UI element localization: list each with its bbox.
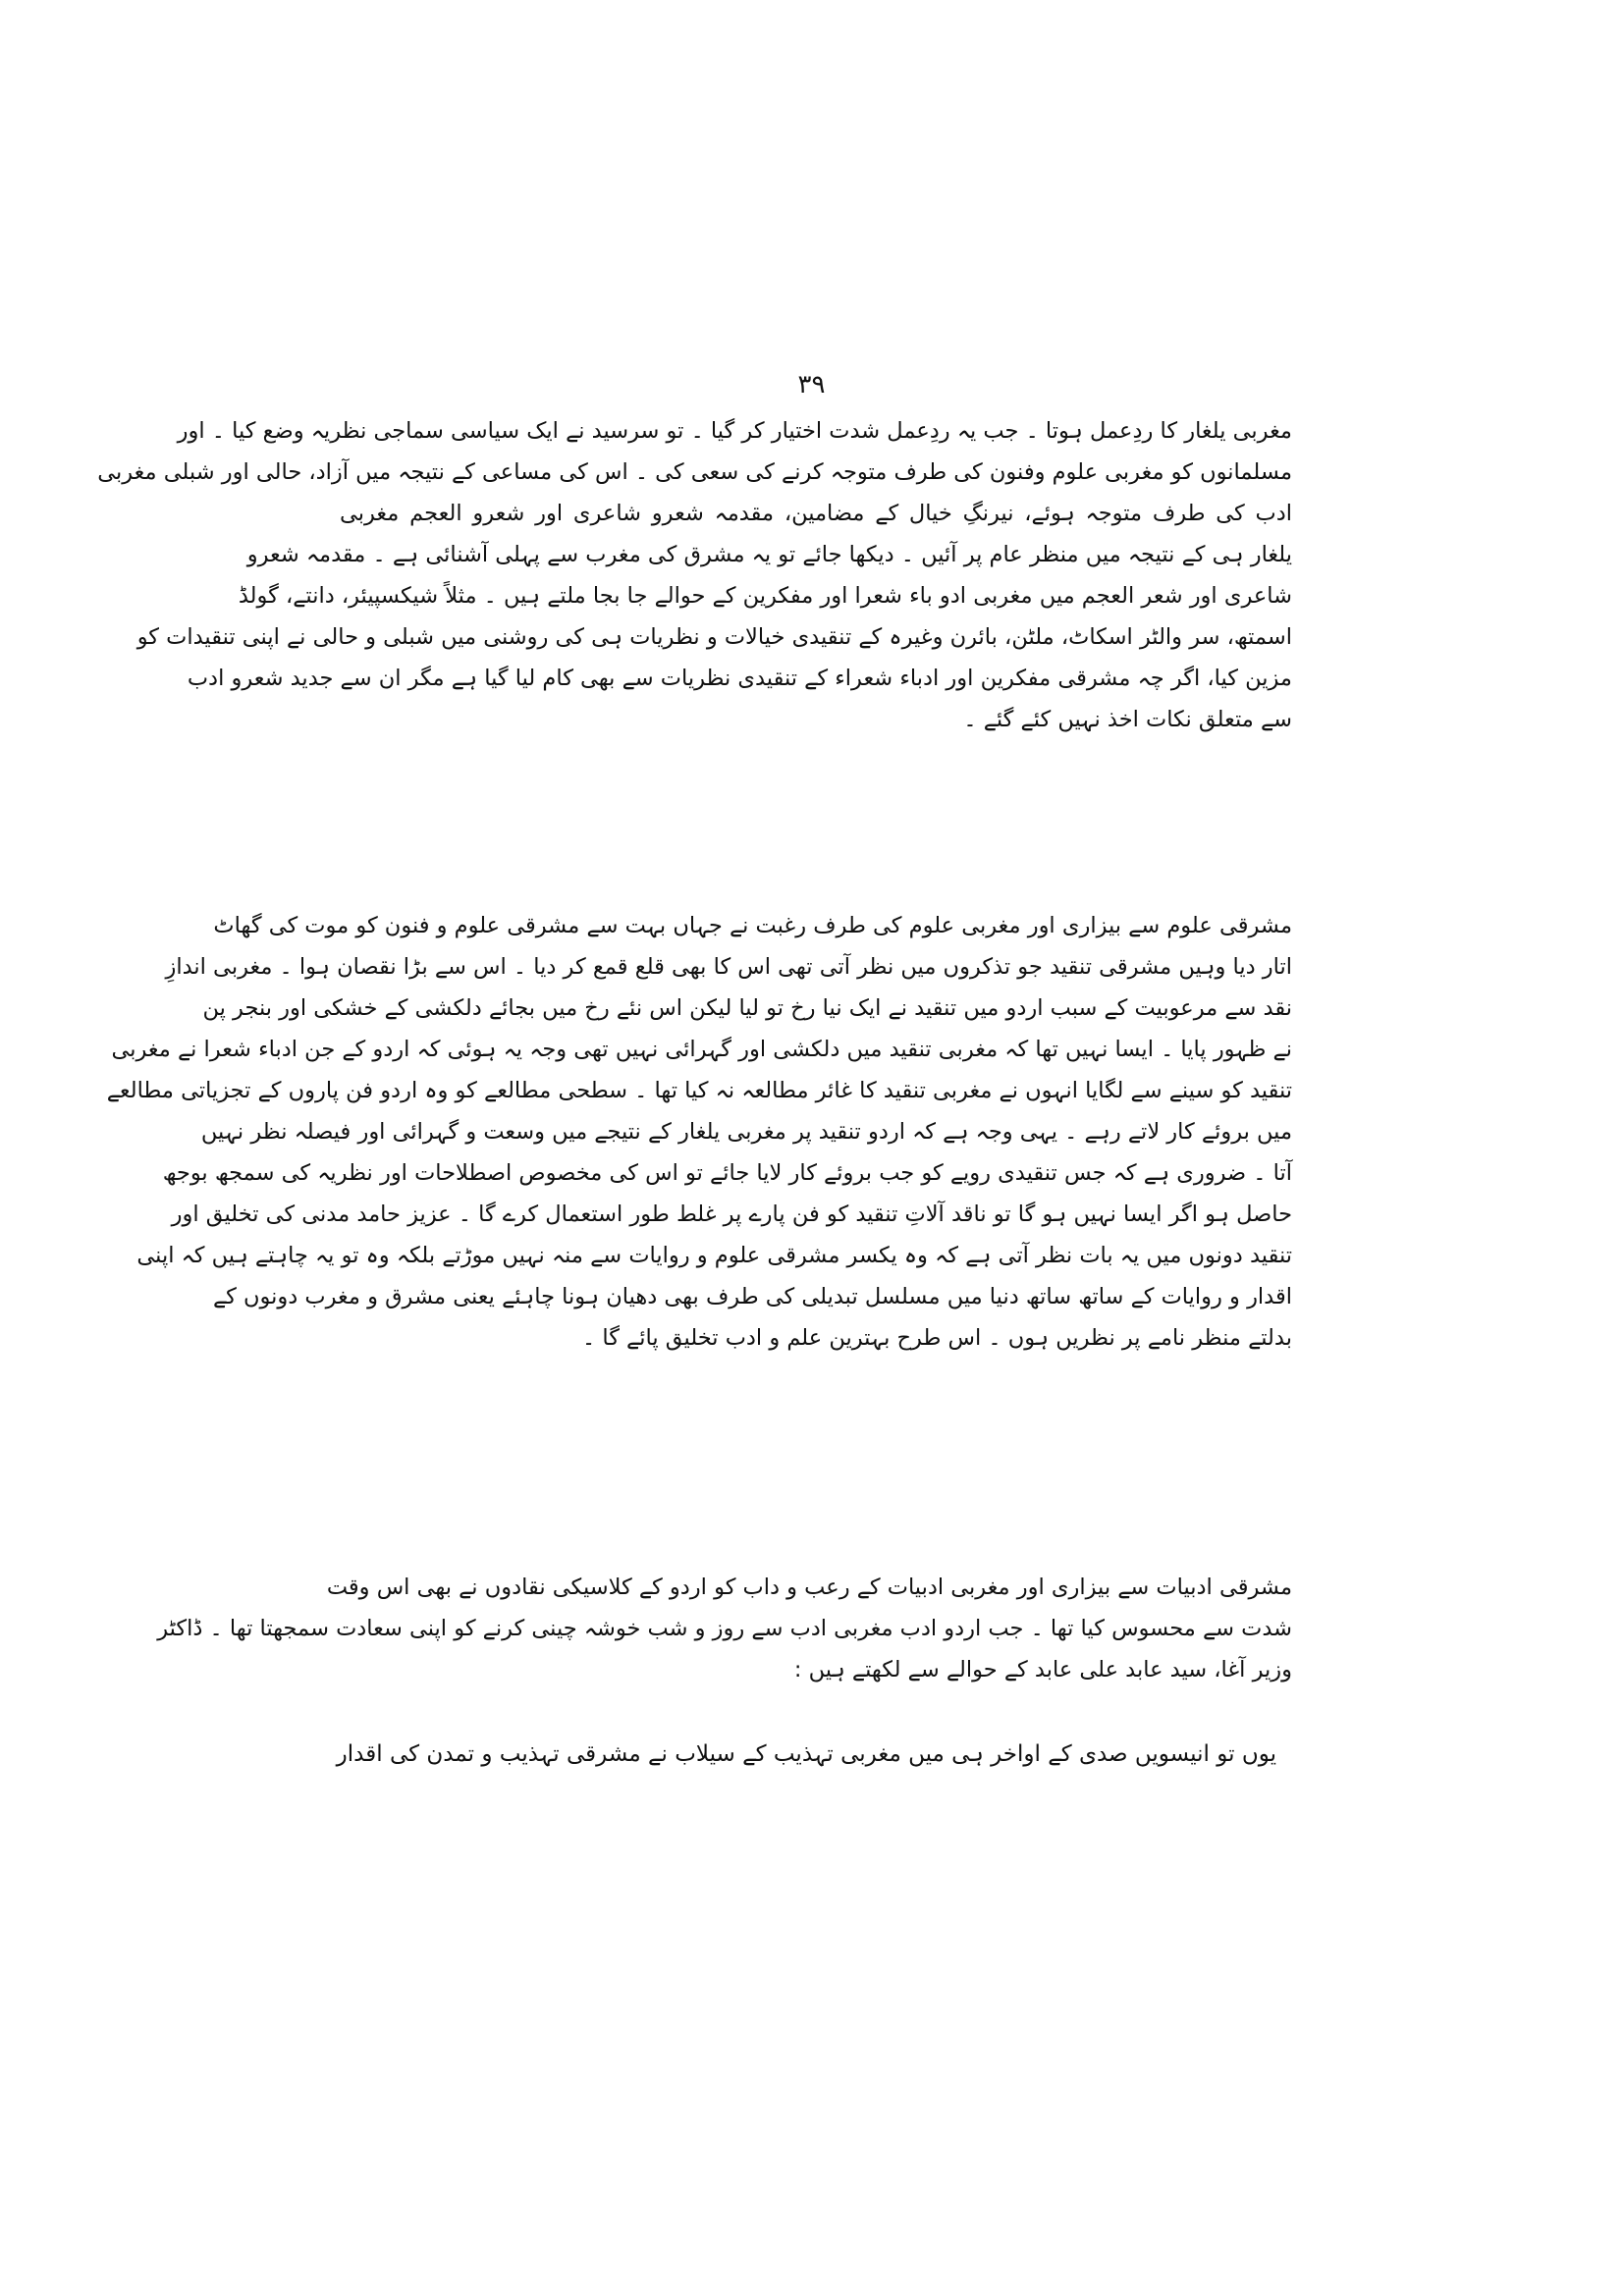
text-line: سے متعلق نکات اخذ نہیں کئے گئے ۔ — [963, 707, 1292, 732]
text-line: نقد سے مرعوبیت کے سبب اردو میں تنقید نے ایک نیا رخ تو لیا لیکن اس نئے رخ میں بجائے دلکشی کے خشکی اور بنجر پن — [202, 995, 1292, 1021]
text-line: وزیر آغا، سید عابد علی عابد کے حوالے سے لکھتے ہیں : — [793, 1657, 1292, 1682]
text-line: تنقید دونوں میں یہ بات نظر آتی ہے کہ وہ یکسر مشرقی علوم و روایات سے منہ نہیں موڑتے بلکہ وہ تو یہ چاہتے ہیں کہ اپنی — [136, 1243, 1292, 1268]
block-quote — [336, 1734, 1276, 1775]
text-line: مزین کیا، اگر چہ مشرقی مفکرین اور ادباء شعراء کے تنقیدی نظریات سے بھی کام لیا گیا ہے مگر ان سے جدید شعرو ادب — [187, 666, 1292, 691]
text-line: آتا ۔ ضروری ہے کہ جس تنقیدی رویے کو جب بروئے کار لایا جائے تو اس کی مخصوص اصطلاحات اور نظریہ کی سمجھ بوجھ — [162, 1160, 1292, 1186]
text-line: شاعری اور شعر العجم میں مغربی ادو باء شعرا اور مفکرین کے حوالے جا بجا ملتے ہیں ۔ مثلاً شیکسپیئر، دانتے، گولڈ — [238, 583, 1292, 609]
paragraph-1 — [97, 410, 1292, 740]
text-line: نے ظہور پایا ۔ ایسا نہیں تھا کہ مغربی تنقید میں دلکشی اور گہرائی نہیں تھی وجہ یہ ہوئی کہ اردو کے جن ادباء شعرا نے مغربی — [111, 1037, 1292, 1062]
text-line: ادب کی طرف متوجہ ہوئے، نیرنگِ خیال کے مضامین، مقدمہ شعرو شاعری اور شعرو العجم مغربی — [340, 501, 1292, 526]
text-line: بدلتے منظر نامے پر نظریں ہوں ۔ اس طرح بہترین علم و ادب تخلیق پائے گا ۔ — [582, 1325, 1292, 1351]
paragraph-3 — [157, 1567, 1292, 1690]
text-line: یلغار ہی کے نتیجہ میں منظر عام پر آئیں ۔ دیکھا جائے تو یہ مشرق کی مغرب سے پہلی آشنائی ہے ۔ مقدمہ شعرو — [246, 542, 1292, 567]
text-line: شدت سے محسوس کیا تھا ۔ جب اردو ادب مغربی ادب سے روز و شب خوشہ چینی کرنے کو اپنی سعادت سمجھتا تھا ۔ ڈاکٹر — [157, 1616, 1292, 1641]
page-number: ۳۹ — [797, 370, 826, 400]
text-line: مغربی یلغار کا ردِعمل ہوتا ۔ جب یہ ردِعمل شدت اختیار کر گیا ۔ تو سرسید نے ایک سیاسی سماجی نظریہ وضع کیا ۔ اور — [177, 418, 1292, 444]
text-line: مسلمانوں کو مغربی علوم وفنون کی طرف متوجہ کرنے کی سعی کی ۔ اس کی مساعی کے نتیجہ میں آزاد، حالی اور شبلی مغربی — [97, 459, 1292, 485]
paragraph-2 — [106, 905, 1292, 1359]
text-line: تنقید کو سینے سے لگایا انہوں نے مغربی تنقید کا غائر مطالعہ نہ کیا تھا ۔ سطحی مطالعے کو وہ اردو فن پاروں کے تجزیاتی مطالعے — [106, 1078, 1292, 1103]
text-line: مشرقی علوم سے بیزاری اور مغربی علوم کی طرف رغبت نے جہاں بہت سے مشرقی علوم و فنون کو موت کی گھاٹ — [213, 913, 1292, 938]
text-line: اقدار و روایات کے ساتھ ساتھ دنیا میں مسلسل تبدیلی کی طرف بھی دھیان ہونا چاہئے یعنی مشرق و مغرب دونوں کے — [212, 1284, 1292, 1309]
text-line: میں بروئے کار لاتے رہے ۔ یہی وجہ ہے کہ اردو تنقید پر مغربی یلغار کے نتیجے میں وسعت و گہرائی اور فیصلہ نظر نہیں — [200, 1119, 1292, 1145]
text-line: اسمتھ، سر والٹر اسکاٹ، ملٹن، بائرن وغیرہ کے تنقیدی خیالات و نظریات ہی کی روشنی میں شبلی و حالی نے اپنی تنقیدات کو — [136, 624, 1292, 650]
quote-line: یوں تو انیسویں صدی کے اواخر ہی میں مغربی تہذیب کے سیلاب نے مشرقی تہذیب و تمدن کی اقدار — [336, 1741, 1276, 1767]
text-line: مشرقی ادبیات سے بیزاری اور مغربی ادبیات کے رعب و داب کو اردو کے کلاسیکی نقادوں نے بھی اس وقت — [326, 1575, 1292, 1600]
text-line: حاصل ہو اگر ایسا نہیں ہو گا تو ناقد آلاتِ تنقید کو فن پارے پر غلط طور استعمال کرے گا ۔ عزیز حامد مدنی کی تخلیق اور — [171, 1201, 1292, 1227]
text-line: اتار دیا وہیں مشرقی تنقید جو تذکروں میں نظر آتی تھی اس کا بھی قلع قمع کر دیا ۔ اس سے بڑا نقصان ہوا ۔ مغربی اندازِ — [165, 954, 1292, 980]
